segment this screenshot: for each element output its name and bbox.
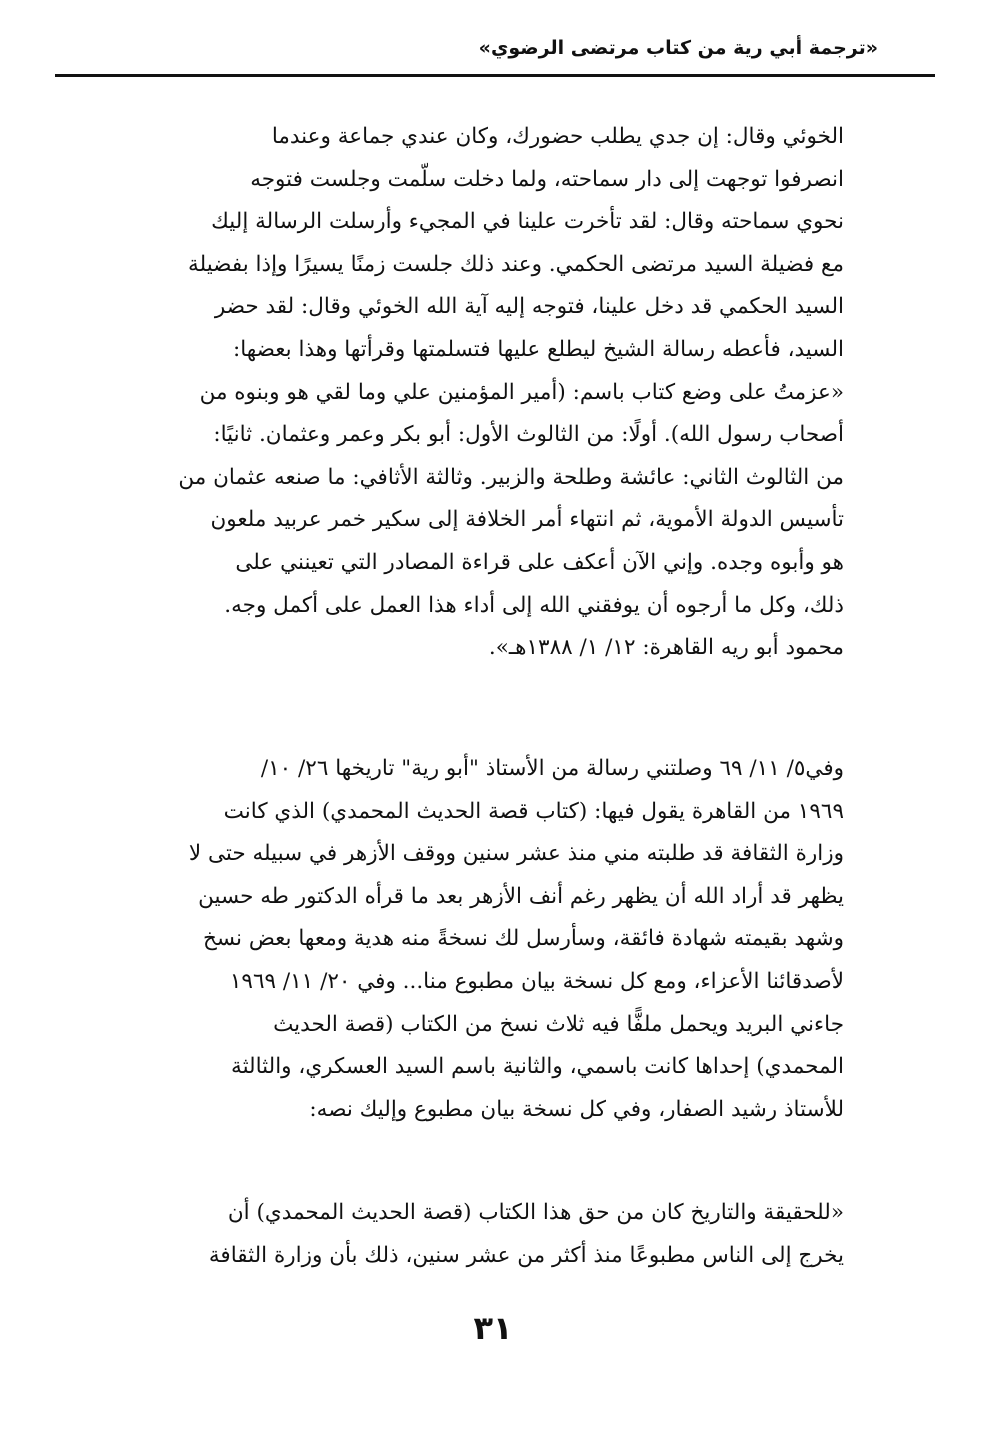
text-line: للأستاذ رشيد الصفار، وفي كل نسخة بيان مطبوع وإليك نصه: bbox=[309, 1096, 844, 1122]
text-line: جاءني البريد ويحمل ملفًّا فيه ثلاث نسخ من الكتاب (قصة الحديث bbox=[273, 1011, 844, 1037]
text-line: لأصدقائنا الأعزاء، ومع كل نسخة بيان مطبوع منا... وفي ٢٠/ ١١/ ١٩٦٩ bbox=[229, 968, 844, 994]
text-line: نحوي سماحته وقال: لقد تأخرت علينا في المجيء وأرسلت الرسالة إليك bbox=[211, 209, 844, 235]
running-header: «ترجمة أبي رية من كتاب مرتضى الرضوي» bbox=[478, 37, 878, 59]
text-line: من الثالوث الثاني: عائشة وطلحة والزبير. وثالثة الأثافي: ما صنعه عثمان من bbox=[178, 464, 844, 490]
text-line: السيد، فأعطه رسالة الشيخ ليطلع عليها فتسلمتها وقرأتها وهذا بعضها: bbox=[232, 336, 844, 362]
text-line: هو وأبوه وجده. وإني الآن أعكف على قراءة المصادر التي تعينني على bbox=[235, 549, 844, 575]
paragraph-1 bbox=[144, 116, 844, 670]
text-line: الخوئي وقال: إن جدي يطلب حضورك، وكان عندي جماعة وعندما bbox=[271, 124, 844, 149]
page-number: ٣١ bbox=[473, 1309, 513, 1347]
text-line: السيد الحكمي قد دخل علينا، فتوجه إليه آية الله الخوئي وقال: لقد حضر bbox=[214, 294, 844, 320]
text-line: ١٩٦٩ من القاهرة يقول فيها: (كتاب قصة الحديث المحمدي) الذي كانت bbox=[223, 798, 844, 824]
text-line: «للحقيقة والتاريخ كان من حق هذا الكتاب (قصة الحديث المحمدي) أن bbox=[227, 1200, 844, 1225]
paragraph-2 bbox=[144, 748, 844, 1131]
text-line: محمود أبو ريه القاهرة: ١٢/ ١/ ١٣٨٨هـ». bbox=[488, 635, 844, 661]
text-line: ذلك، وكل ما أرجوه أن يوفقني الله إلى أداء هذا العمل على أكمل وجه. bbox=[224, 592, 844, 618]
text-line: مع فضيلة السيد مرتضى الحكمي. وعند ذلك جلست زمنًا يسيرًا وإذا بفضيلة bbox=[188, 251, 844, 277]
text-line: «عزمتُ على وضع كتاب باسم: (أمير المؤمنين علي وما لقي هو وبنوه من bbox=[199, 379, 844, 405]
text-line: انصرفوا توجهت إلى دار سماحته، ولما دخلت سلّمت وجلست فتوجه bbox=[250, 166, 844, 192]
text-line: وزارة الثقافة قد طلبته مني منذ عشر سنين ووقف الأزهر في سبيله حتى لا bbox=[188, 841, 844, 867]
paragraph-3 bbox=[144, 1192, 844, 1277]
text-line: المحمدي) إحداها كانت باسمي، والثانية باسم السيد العسكري، والثالثة bbox=[231, 1054, 844, 1080]
text-line: تأسيس الدولة الأموية، ثم انتهاء أمر الخلافة إلى سكير خمر عربيد ملعون bbox=[210, 507, 844, 533]
text-line: أصحاب رسول الله). أولًا: من الثالوث الأول: أبو بكر وعمر وعثمان. ثانيًا: bbox=[213, 422, 844, 448]
text-line: وشهد بقيمته شهادة فائقة، وسأرسل لك نسخةً منه هدية ومعها بعض نسخ bbox=[202, 926, 844, 952]
header-rule bbox=[55, 74, 935, 77]
text-line: يظهر قد أراد الله أن يظهر رغم أنف الأزهر بعد ما قرأه الدكتور طه حسين bbox=[198, 883, 844, 909]
text-line: وفي٥/ ١١/ ٦٩ وصلتني رسالة من الأستاذ "أبو رية" تاريخها ٢٦/ ١٠/ bbox=[260, 756, 844, 781]
text-line: يخرج إلى الناس مطبوعًا منذ أكثر من عشر سنين، ذلك بأن وزارة الثقافة bbox=[208, 1242, 844, 1268]
